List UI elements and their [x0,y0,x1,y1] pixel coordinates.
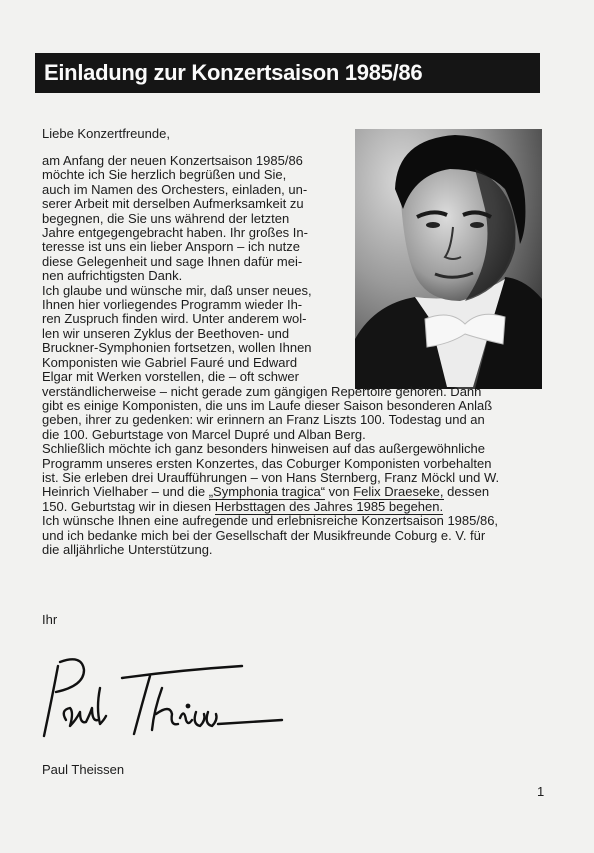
text-line: geben, ihrer zu gedenken: wir erinnern an Franz Liszts 100. Todestag und an [42,412,485,428]
underlined-work-title: „Symphonia tragica“ [208,484,326,500]
text-line: Komponisten wie Gabriel Fauré und Edward [42,354,298,370]
signer-name: Paul Theissen [42,762,125,777]
text-line: ist. Sie erleben drei Uraufführungen – von Hans Sternberg, Franz Möckl und W. [42,469,500,485]
text-line: die 100. Geburtstage von Marcel Dupré und Alban Berg. [42,426,366,442]
text-line: diese Gelegenheit und sage Ihnen dafür mei- [42,253,303,269]
text-line: teresse ist uns ein lieber Ansporn – ich nutze [42,239,300,255]
text-line: auch im Namen des Orchesters, einladen, un- [42,181,308,197]
text-line [42,485,542,499]
text-line: Ihnen hier vorliegendes Programm wieder Ih- [42,297,303,313]
paragraph-intro [42,154,340,284]
text-line: Elgar mit Werken vorstellen, die – oft schwer [42,369,299,385]
text-line: serer Arbeit mit derselben Aufmerksamkeit zu [42,196,304,212]
page-number: 1 [537,784,545,799]
text-line: gibt es einige Komponisten, die uns im Laufe dieser Saison besonderen Anlaß [42,397,493,413]
text-span: 150. Geburtstag wir in diesen [42,498,215,514]
text-line: ren Zuspruch finden wird. Unter anderem wol- [42,311,307,327]
text-line: möchte ich Sie herzlich begrüßen und Sie, [42,167,287,183]
text-line [42,500,542,514]
text-line: Bruckner-Symphonien fortsetzen, wollen Ihnen [42,340,312,356]
text-span: von [325,484,354,500]
paragraph-closing [42,514,542,557]
text-line: nen aufrichtigsten Dank. [42,268,183,284]
text-span: Heinrich Vielhaber – und die [42,484,209,500]
text-span: dessen [443,484,490,500]
text-line: len wir unseren Zyklus der Beethoven- und [42,325,290,341]
closing-word: Ihr [42,612,58,627]
text-line: verständlicherweise – nicht gerade zum gängigen Repertoire gehören. Dann [42,383,482,399]
text-line: Programm unseres ersten Konzertes, das Coburger Komponisten vorbehalten [42,455,492,471]
text-line: am Anfang der neuen Konzertsaison 1985/86 [42,153,303,168]
text-line: und ich bedanke mich bei der Gesellschaft der Musikfreunde Coburg e. V. für [42,527,486,543]
text-line: Ich wünsche Ihnen eine aufregende und erlebnisreiche Konzertsaison 1985/86, [42,513,499,529]
handwritten-signature [30,648,290,753]
text-line: Schließlich möchte ich ganz besonders hinweisen auf das außergewöhnliche [42,441,485,457]
paragraph-program [42,284,340,385]
text-line: Ich glaube und wünsche mir, daß unser neues, [42,282,312,298]
paragraph-first-concert [42,442,542,514]
paragraph-program-continued [42,385,542,443]
letter-body [42,154,542,557]
text-line: die alljährliche Unterstützung. [42,541,213,557]
page-title: Einladung zur Konzertsaison 1985/86 [35,53,540,93]
underlined-date: Herbsttagen des Jahres 1985 begehen. [214,498,444,514]
greeting: Liebe Konzertfreunde, [42,126,170,141]
text-line: begegnen, die Sie uns während der letzten [42,210,290,226]
underlined-composer: Felix Draeseke, [353,484,444,500]
text-line: Jahre entgegengebracht haben. Ihr großes In- [42,225,308,241]
